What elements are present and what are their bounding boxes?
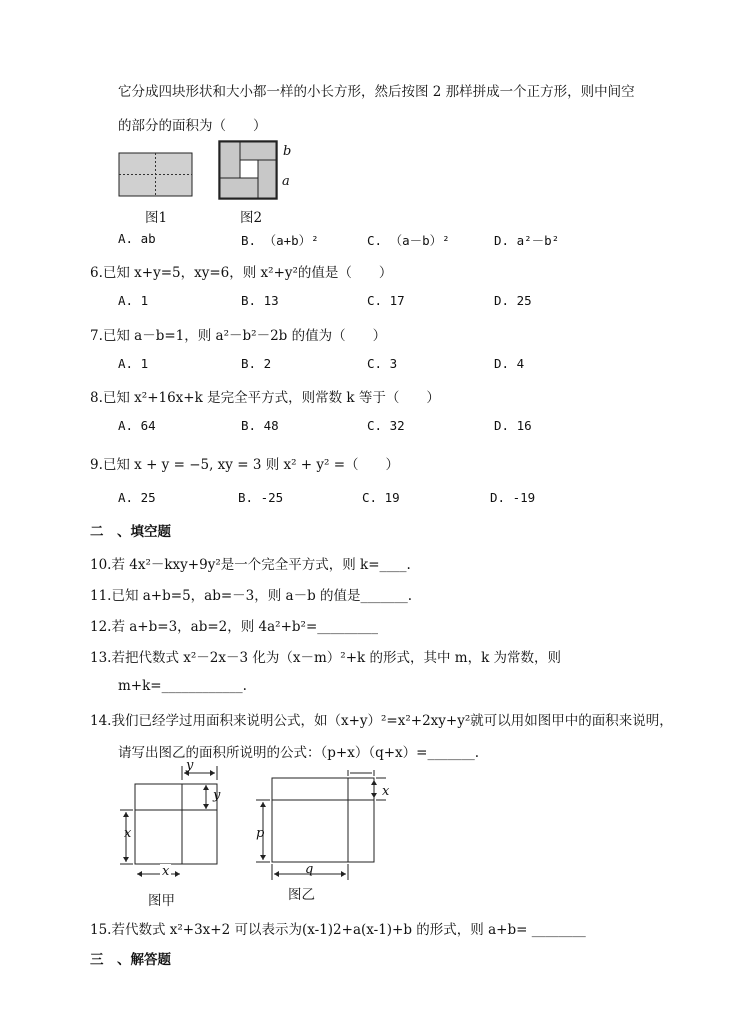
q8-option-b[interactable]: B. 48	[241, 418, 279, 433]
q10-text: 10.若 4x²－kxy+9y²是一个完全平方式，则 k=____.	[90, 557, 411, 573]
fig-jia-label-y-right: y	[213, 788, 221, 803]
figure-2	[218, 140, 280, 202]
fig-jia-label-x-left: x	[124, 826, 132, 841]
q6-text: 6.已知 x+y=5，xy=6，则 x²+y²的值是（ ）	[90, 265, 393, 281]
q6-option-d[interactable]: D. 25	[494, 293, 532, 308]
q9-text: 9.已知 x + y = −5, xy = 3 则 x² + y² =（ ）	[90, 457, 400, 473]
fig-yi-label-p: p	[256, 826, 265, 841]
fig-yi-label-x: x	[382, 784, 390, 799]
q9-option-b[interactable]: B. -25	[238, 490, 284, 505]
q13-line1: 13.若把代数式 x²－2x－3 化为（x－m）²+k 的形式，其中 m，k 为常数，则	[90, 650, 562, 666]
q11-text: 11.已知 a+b=5，ab=－3，则 a－b 的值是_______.	[90, 588, 413, 604]
fig2-rect-left	[220, 142, 240, 178]
q9-option-a[interactable]: A. 25	[118, 490, 156, 505]
figure-jia	[110, 762, 235, 884]
q8-text: 8.已知 x²+16x+k 是完全平方式，则常数 k 等于（ ）	[90, 390, 440, 406]
q5-option-a[interactable]: A. ab	[118, 231, 156, 246]
figure-yi	[252, 770, 392, 882]
q7-option-c[interactable]: C. 3	[367, 356, 398, 371]
section-fill-in-heading: 二 、填空题	[90, 524, 171, 540]
q8-option-d[interactable]: D. 16	[494, 418, 532, 433]
q6-option-b[interactable]: B. 13	[241, 293, 279, 308]
q5-option-c[interactable]: C. （a－b）²	[367, 233, 450, 248]
fig-jia-label-y-top: y	[186, 758, 194, 773]
fig-jia-square	[135, 784, 217, 864]
q5-line1: 它分成四块形状和大小都一样的小长方形，然后按图 2 那样拼成一个正方形，则中间空	[118, 84, 635, 100]
fig-jia-caption: 图甲	[148, 893, 175, 909]
q7-text: 7.已知 a－b=1，则 a²－b²－2b 的值为（ ）	[90, 328, 387, 344]
fig2-rect-right	[258, 160, 276, 198]
fig-yi-caption: 图乙	[288, 887, 315, 903]
q8-option-a[interactable]: A. 64	[118, 418, 156, 433]
q14-line2: 请写出图乙的面积所说明的公式：（p+x）（q+x）=_______.	[118, 745, 479, 761]
fig2-label-a: a	[282, 174, 290, 189]
fig-yi-rectangle	[272, 778, 374, 862]
fig2-caption: 图2	[240, 210, 263, 226]
fig-jia-label-x-bottom: x	[162, 864, 170, 879]
fig2-rect-top	[240, 142, 276, 160]
fig2-label-b: b	[283, 144, 292, 159]
q7-option-d[interactable]: D. 4	[494, 356, 525, 371]
section-solve-heading: 三 、解答题	[90, 952, 171, 968]
q9-option-c[interactable]: C. 19	[362, 490, 400, 505]
q13-line2: m+k=____________.	[118, 678, 247, 694]
q5-line2: 的部分的面积为（ ）	[118, 118, 267, 134]
q14-line1: 14.我们已经学过用面积来说明公式，如（x+y）²=x²+2xy+y²就可以用如图甲中的面积来说明，	[90, 713, 673, 729]
q15-text: 15.若代数式 x²+3x+2 可以表示为(x-1)2+a(x-1)+b 的形式，则 a+b= ________	[90, 922, 586, 938]
q7-option-a[interactable]: A. 1	[118, 356, 149, 371]
fig2-rect-bottom	[220, 178, 258, 198]
q12-text: 12.若 a+b=3，ab=2，则 4a²+b²=_________	[90, 619, 379, 635]
q7-option-b[interactable]: B. 2	[241, 356, 272, 371]
q6-option-a[interactable]: A. 1	[118, 293, 149, 308]
q9-option-d[interactable]: D. -19	[490, 490, 536, 505]
q8-option-c[interactable]: C. 32	[367, 418, 405, 433]
q5-option-b[interactable]: B. （a+b）²	[241, 233, 319, 248]
fig1-caption: 图1	[145, 210, 168, 226]
fig-yi-label-q: q	[305, 862, 314, 877]
figure-1	[118, 152, 194, 198]
q6-option-c[interactable]: C. 17	[367, 293, 405, 308]
q5-option-d[interactable]: D. a²－b²	[494, 233, 560, 248]
